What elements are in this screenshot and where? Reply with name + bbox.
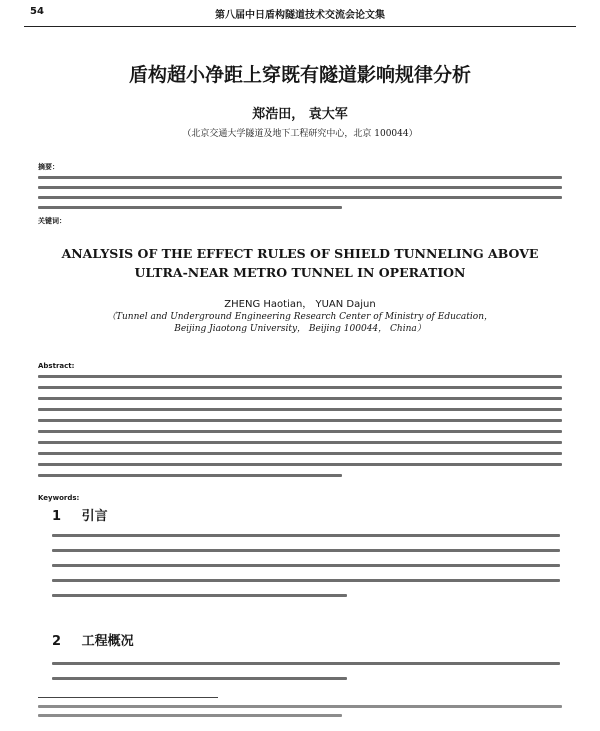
section-2-title: 工程概况 <box>81 634 134 649</box>
text-line <box>38 714 342 717</box>
text-line <box>38 186 562 189</box>
abstract-zh-label: 摘要： <box>38 163 59 171</box>
title-en <box>40 244 560 282</box>
keywords-en <box>38 485 562 504</box>
section-1-heading <box>52 505 108 524</box>
title-zh: 盾构超小净距上穿既有隧道影响规律分析 <box>128 64 471 86</box>
section-2-number: 2 <box>52 634 62 649</box>
affiliation-en-line-2: Beijing Jiaotong University， Beijing 100044， China） <box>174 324 426 334</box>
text-line <box>38 452 562 455</box>
text-line <box>38 474 342 477</box>
title-en-line-2: ULTRA-NEAR METRO TUNNEL IN OPERATION <box>134 265 466 280</box>
text-line <box>52 549 560 552</box>
text-line <box>52 594 347 597</box>
affiliation-en <box>40 311 560 335</box>
keywords-en-label: Keywords: <box>38 494 80 502</box>
section-2-text-lines <box>52 659 560 686</box>
text-line <box>38 397 562 400</box>
text-line <box>38 176 562 179</box>
text-line <box>38 375 562 378</box>
text-line <box>52 579 560 582</box>
authors-en: ZHENG Haotian， YUAN Dajun <box>224 299 376 310</box>
text-line <box>38 419 562 422</box>
text-line <box>38 196 562 199</box>
section-1-number: 1 <box>52 509 62 524</box>
footnote-text-lines <box>38 702 562 717</box>
authors-zh: 郑浩田， 袁大军 <box>252 107 348 122</box>
text-line <box>38 705 562 708</box>
text-line <box>38 408 562 411</box>
running-head: 第八届中日盾构隧道技术交流会论文集 <box>215 10 385 21</box>
abstract-en <box>38 353 562 471</box>
text-line <box>52 534 560 537</box>
text-line <box>38 386 562 389</box>
text-line <box>52 677 347 680</box>
page-header <box>24 4 576 27</box>
page-number: 54 <box>30 6 44 17</box>
section-2-heading <box>52 630 134 649</box>
abstract-en-label: Abstract: <box>38 362 75 370</box>
text-line <box>38 463 562 466</box>
affiliation-zh: （北京交通大学隧道及地下工程研究中心，北京 100044） <box>182 129 418 139</box>
footnote-rule <box>38 697 218 698</box>
title-en-line-1: ANALYSIS OF THE EFFECT RULES OF SHIELD TUNNELING ABOVE <box>61 246 539 261</box>
keywords-zh-label: 关键词： <box>38 217 66 225</box>
text-line <box>52 662 560 665</box>
text-line <box>38 430 562 433</box>
abstract-en-text-lines <box>38 372 562 477</box>
section-1-text-lines <box>52 531 560 617</box>
abstract-zh-text-lines <box>38 173 562 209</box>
abstract-zh <box>38 154 562 206</box>
keywords-zh <box>38 208 562 227</box>
section-1-title: 引言 <box>81 509 108 524</box>
text-line <box>52 564 560 567</box>
affiliation-en-line-1: （Tunnel and Underground Engineering Research Center of Ministry of Education， <box>106 312 493 322</box>
text-line <box>38 441 562 444</box>
